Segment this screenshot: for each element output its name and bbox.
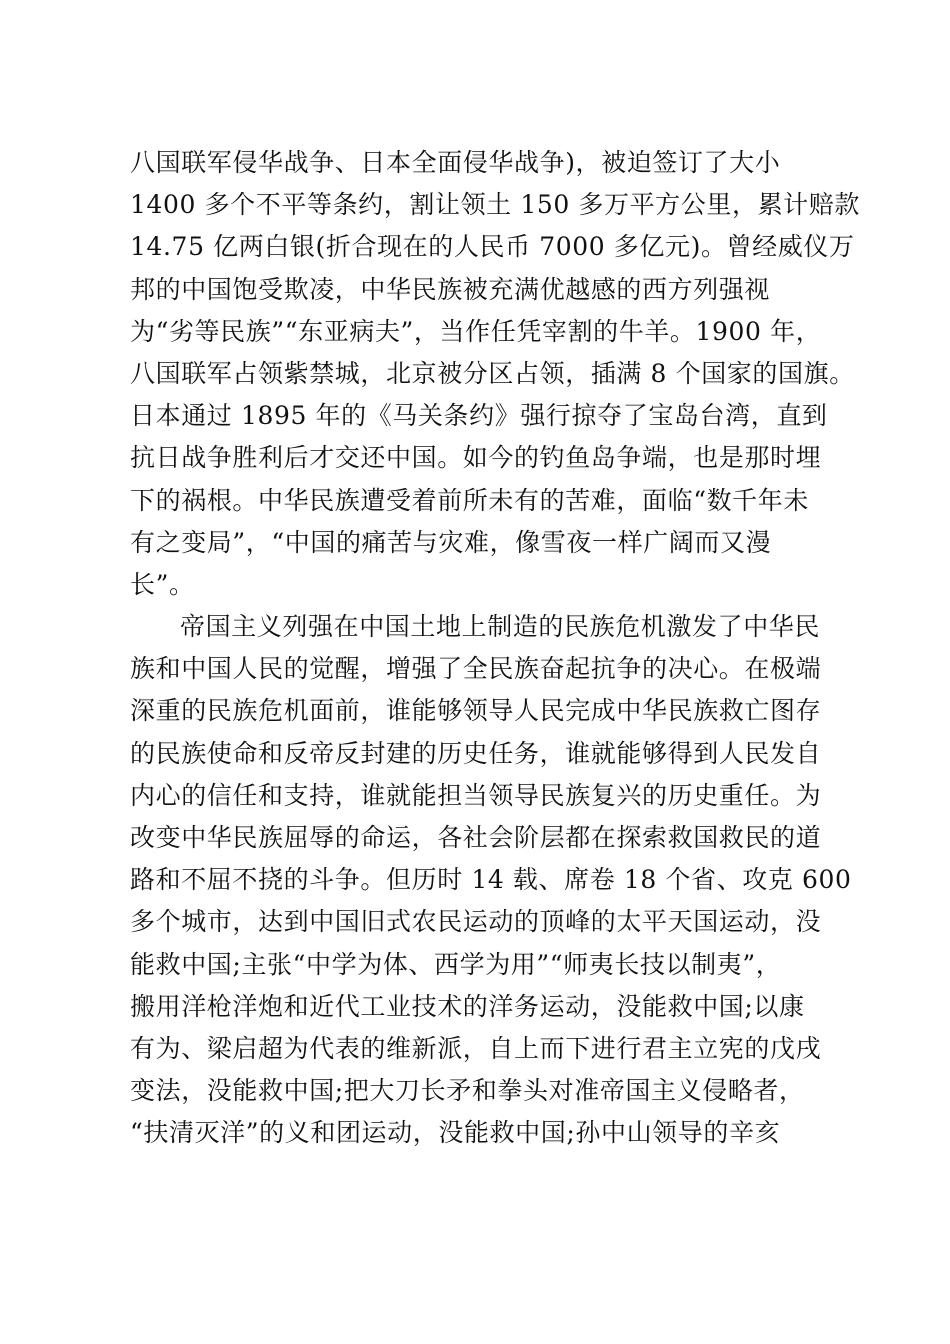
text-line: 14.75 亿两白银(折合现在的人民币 7000 多亿元)。曾经威仪万 <box>130 232 855 262</box>
text-line: 长”。 <box>130 569 195 599</box>
text-line: 为“劣等民族”“东亚病夫”，当作任凭宰割的牛羊。1900 年， <box>130 316 822 346</box>
text-line: 有为、梁启超为代表的维新派，自上而下进行君主立宪的戊戌 <box>130 1033 822 1063</box>
text-line: 改变中华民族屈辱的命运，各社会阶层都在探索救国救民的道 <box>130 823 822 852</box>
body-text <box>130 142 860 1155</box>
text-line: 多个城市，达到中国旧式农民运动的顶峰的太平天国运动，没 <box>130 907 822 937</box>
text-line: 日本通过 1895 年的《马关条约》强行掠夺了宝岛台湾，直到 <box>130 401 828 431</box>
text-line: 深重的民族危机面前，谁能够领导人民完成中华民族救亡图存 <box>130 696 822 726</box>
text-line: 路和不屈不挠的斗争。但历时 14 载、席卷 18 个省、攻克 600 <box>130 865 852 895</box>
text-line: 的民族使命和反帝反封建的历史任务，谁就能够得到人民发自 <box>130 738 822 768</box>
text-line: 搬用洋枪洋炮和近代工业技术的洋务运动，没能救中国;以康 <box>130 991 805 1021</box>
text-line: 族和中国人民的觉醒，增强了全民族奋起抗争的决心。在极端 <box>130 654 822 684</box>
text-line: 邦的中国饱受欺凌，中华民族被充满优越感的西方列强视 <box>130 274 771 304</box>
text-line: 八国联军占领紫禁城，北京被分区占领，插满 8 个国家的国旗。 <box>130 358 855 388</box>
text-line: 变法，没能救中国;把大刀长矛和拳头对准帝国主义侵略者， <box>130 1076 805 1106</box>
text-line: 抗日战争胜利后才交还中国。如今的钓鱼岛争端，也是那时埋 <box>130 443 822 473</box>
text-line: 1400 多个不平等条约，割让领土 150 多万平方公里，累计赔款 <box>130 190 860 220</box>
paragraph-start-line: 帝国主义列强在中国土地上制造的民族危机激发了中华民 <box>180 612 821 642</box>
text-line: “扶清灭洋”的义和团运动，没能救中国;孙中山领导的辛亥 <box>130 1118 781 1148</box>
text-line: 能救中国;主张“中学为体、西学为用”“师夷长技以制夷”， <box>130 949 782 979</box>
text-line: 下的祸根。中华民族遭受着前所未有的苦难，面临“数千年未 <box>130 485 809 515</box>
text-line: 内心的信任和支持，谁就能担当领导民族复兴的历史重任。为 <box>130 780 822 810</box>
text-line: 八国联军侵华战争、日本全面侵华战争)，被迫签订了大小 <box>130 148 781 177</box>
text-line: 有之变局”，“中国的痛苦与灾难，像雪夜一样广阔而又漫 <box>130 527 772 557</box>
